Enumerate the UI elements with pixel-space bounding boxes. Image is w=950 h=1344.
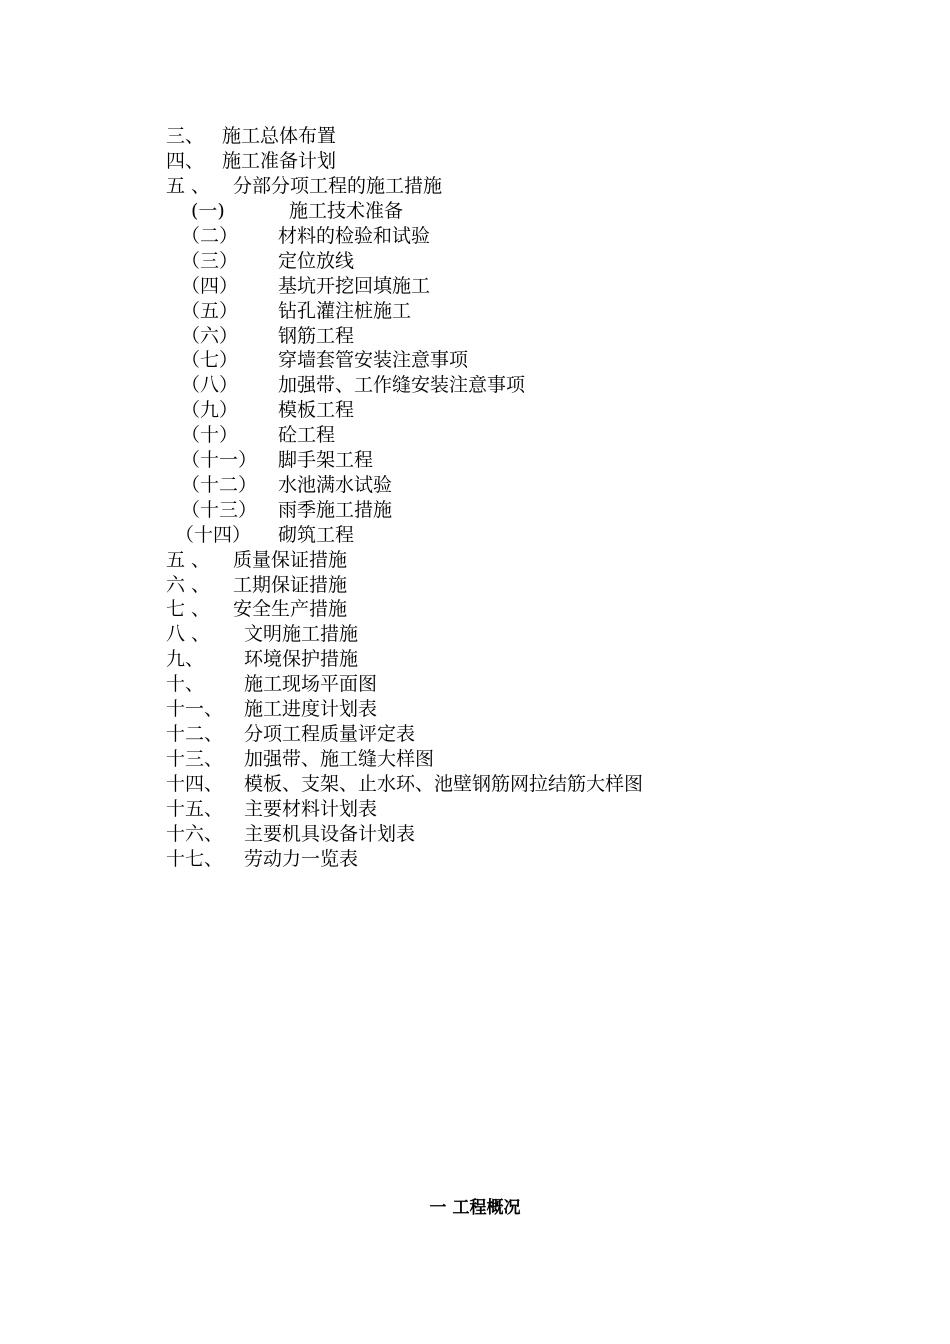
toc-item-number: 十、 <box>166 673 205 695</box>
toc-item-text: 安全生产措施 <box>233 598 348 620</box>
toc-item-text: 施工现场平面图 <box>244 673 378 695</box>
toc-item-number: 九、 <box>166 648 205 670</box>
toc-item-text: 主要材料计划表 <box>244 798 378 820</box>
toc-item-text: 施工进度计划表 <box>244 698 378 720</box>
toc-item-text: 质量保证措施 <box>233 549 348 571</box>
toc-subitem-number: （二） <box>181 225 239 247</box>
toc-subitem-text: 雨季施工措施 <box>278 499 393 521</box>
toc-subitem-number: （五） <box>181 300 239 322</box>
toc-subitem-text: 基坑开挖回填施工 <box>278 275 431 297</box>
toc-item-text: 施工准备计划 <box>222 150 337 172</box>
toc-subitem-text: 穿墙套管安装注意事项 <box>278 349 469 371</box>
toc-subitem-number: （十） <box>181 424 239 446</box>
toc-subitem-number: （十三） <box>181 499 258 521</box>
toc-subitem-number: （三） <box>181 250 239 272</box>
toc-item-number: 十一、 <box>166 698 224 720</box>
toc-item-number: 五 、 <box>166 175 211 197</box>
toc-item-number: 十二、 <box>166 723 224 745</box>
toc-item-number: 十三、 <box>166 748 224 770</box>
toc-subitem-text: 砌筑工程 <box>278 524 355 546</box>
toc-item-text: 文明施工措施 <box>244 623 359 645</box>
toc-item-number: 五 、 <box>166 549 211 571</box>
toc-item-text: 加强带、施工缝大样图 <box>244 748 435 770</box>
toc-subitem-text: 钢筋工程 <box>278 325 355 347</box>
toc-subitem-number: （四） <box>181 275 239 297</box>
toc-item-number: 十七、 <box>166 848 224 870</box>
toc-subitem-number: （九） <box>181 399 239 421</box>
toc-subitem-number: （七） <box>181 349 239 371</box>
toc-subitem-number: (一) <box>191 200 225 222</box>
toc-subitem-number: （十二） <box>181 474 258 496</box>
toc-subitem-text: 加强带、工作缝安装注意事项 <box>278 374 526 396</box>
toc-subitem-text: 砼工程 <box>278 424 336 446</box>
toc-subitem-number: （六） <box>181 325 239 347</box>
toc-item-number: 十五、 <box>166 798 224 820</box>
toc-subitem-text: 脚手架工程 <box>278 449 374 471</box>
toc-item-number: 六 、 <box>166 574 211 596</box>
toc-subitem-number: （十四） <box>175 524 252 546</box>
toc-item-number: 七 、 <box>166 598 211 620</box>
toc-item-number: 八 、 <box>166 623 211 645</box>
toc-item-number: 十六、 <box>166 823 224 845</box>
toc-item-text: 工期保证措施 <box>233 574 348 596</box>
section-heading: 一 工程概况 <box>429 1198 521 1218</box>
toc-subitem-text: 材料的检验和试验 <box>278 225 431 247</box>
toc-subitem-number: （十一） <box>181 449 258 471</box>
toc-item-text: 施工总体布置 <box>222 125 337 147</box>
toc-subitem-text: 钻孔灌注桩施工 <box>278 300 412 322</box>
toc-item-text: 分项工程质量评定表 <box>244 723 416 745</box>
toc-item-number: 四、 <box>166 150 205 172</box>
toc-subitem-text: 模板工程 <box>278 399 355 421</box>
toc-subitem-text: 定位放线 <box>278 250 355 272</box>
toc-item-text: 模板、支架、止水环、池壁钢筋网拉结筋大样图 <box>244 773 644 795</box>
toc-item-number: 十四、 <box>166 773 224 795</box>
toc-item-number: 三、 <box>166 125 205 147</box>
toc-subitem-text: 水池满水试验 <box>278 474 393 496</box>
toc-subitem-number: （八） <box>181 374 239 396</box>
toc-item-text: 劳动力一览表 <box>244 848 359 870</box>
toc-item-text: 主要机具设备计划表 <box>244 823 416 845</box>
toc-subitem-text: 施工技术准备 <box>289 200 404 222</box>
toc-item-text: 分部分项工程的施工措施 <box>233 175 443 197</box>
toc-item-text: 环境保护措施 <box>244 648 359 670</box>
